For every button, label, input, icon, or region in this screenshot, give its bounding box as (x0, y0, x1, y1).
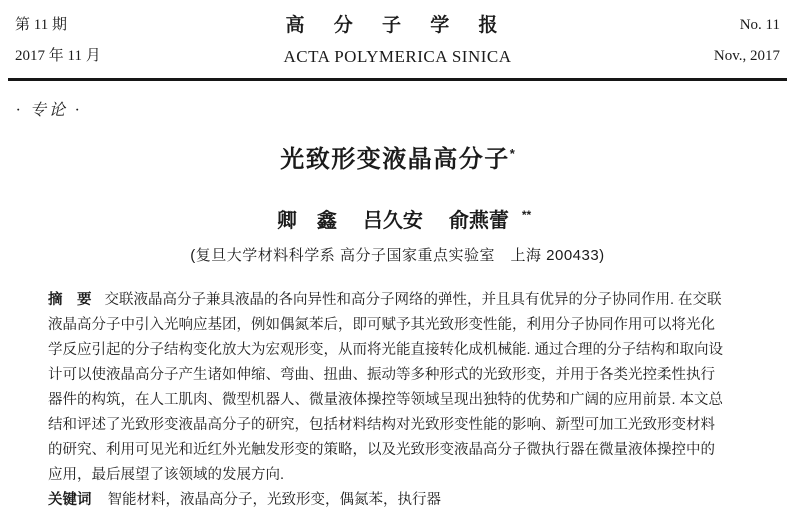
keywords-text: 智能材料，液晶高分子，光致形变，偶氮苯，执行器 (107, 491, 441, 508)
abstract-line: 的研究、利用可见光和近红外光触发形变的策略，以及光致形变液晶高分子微执行器在微量液体操控中的 (48, 441, 715, 458)
section-label: · 专论 · (16, 102, 83, 119)
abstract-block (48, 288, 753, 488)
journal-title-en: ACTA POLYMERICA SINICA (283, 47, 512, 66)
article-title (0, 139, 795, 175)
author-name: 吕久安 (362, 209, 423, 232)
masthead-right (605, 10, 780, 72)
affiliation: (复旦大学材料科学系 高分子国家重点实验室 上海 200433) (190, 246, 605, 264)
issue-date-cn: 2017 年 11 月 (15, 48, 101, 64)
journal-masthead (0, 0, 795, 72)
abstract-text: 交联液晶高分子兼具液晶的各向异性和高分子网络的弹性，并且具有优异的分子协同作用. 在交联 (104, 291, 722, 308)
authors-footnote-marker: ** (521, 208, 532, 222)
author-line (0, 202, 795, 234)
abstract-line: 液晶高分子中引入光响应基团，例如偶氮苯后，即可赋予其光致形变性能，利用分子协同作用可以将光化 (48, 316, 715, 333)
abstract-line: 学反应引起的分子结构变化放大为宏观形变，从而将光能直接转化成机械能. 通过合理的分子结构和取向设 (48, 341, 724, 358)
abstract-label: 摘 要 (48, 291, 92, 308)
article-title-text: 光致形变液晶高分子 (280, 146, 510, 173)
issue-date-en: Nov., 2017 (713, 48, 780, 64)
title-footnote-marker: * (509, 146, 515, 161)
issue-number-en: No. 11 (739, 17, 780, 33)
issue-number-cn: 第 11 期 (15, 17, 67, 33)
abstract-line (48, 288, 753, 313)
author-name: 卿 鑫 (276, 209, 337, 232)
journal-title-cn: 高 分 子 学 报 (285, 15, 510, 36)
masthead-divider-rule (8, 78, 787, 81)
abstract-line: 计可以使液晶高分子产生诸如伸缩、弯曲、扭曲、振动等多种形式的光致形变，并用于各类光控柔性执行 (48, 366, 715, 383)
abstract-line: 器件的构筑，在人工肌肉、微型机器人、微量液体操控等领域呈现出独特的优势和广阔的应用前景. 本文总 (48, 391, 724, 408)
abstract-line: 结和评述了光致形变液晶高分子的研究，包括材料结构对光致形变性能的影响、新型可加工光致形变材料 (48, 416, 715, 433)
keywords-label: 关键词 (48, 491, 92, 508)
author-name: 俞燕蕾 (448, 209, 509, 232)
masthead-left (15, 10, 190, 72)
masthead-center (190, 10, 605, 72)
abstract-line: 应用，最后展望了该领域的发展方向. (48, 466, 285, 483)
keywords-line (48, 488, 753, 508)
